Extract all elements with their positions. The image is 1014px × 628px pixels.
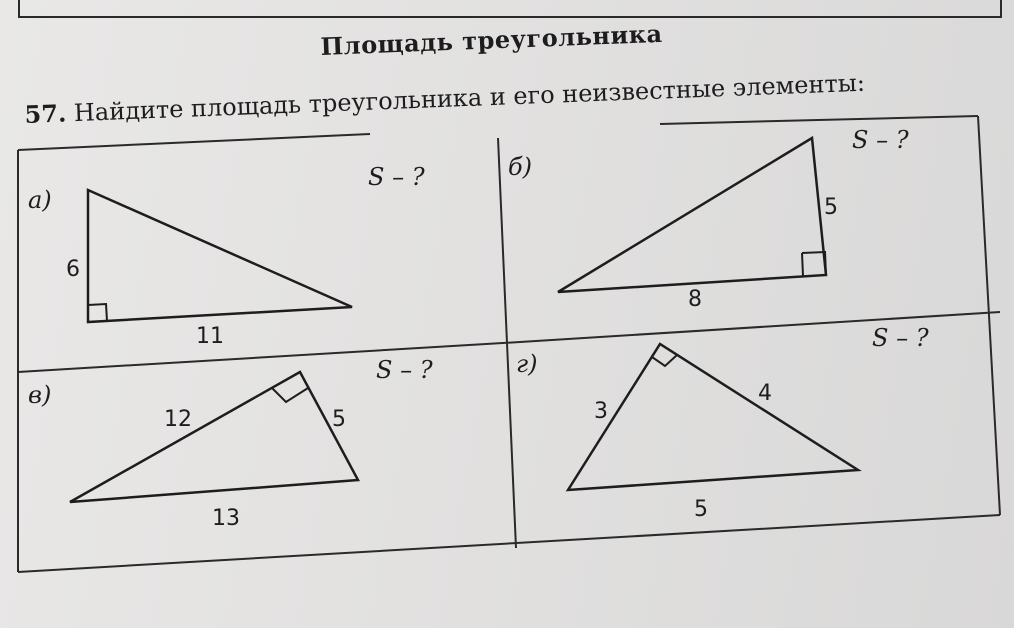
right-angle-mark-v — [272, 388, 308, 402]
problem-a-area-question: S – ? — [368, 163, 425, 191]
problem-v-area-question: S – ? — [376, 356, 433, 384]
triangle-a-base-label: 11 — [196, 324, 224, 349]
problem-v-tag: в) — [28, 381, 52, 409]
table-right-border — [978, 116, 1000, 515]
triangle-g — [568, 344, 858, 490]
triangle-v-short-leg-label: 5 — [332, 407, 346, 432]
right-angle-mark-a — [88, 304, 107, 321]
triangle-v-hypotenuse-label: 13 — [212, 506, 240, 531]
problem-v — [28, 356, 433, 531]
problem-b-tag: б) — [508, 153, 533, 181]
problem-g-area-question: S – ? — [872, 324, 929, 352]
table-row-divider-left — [18, 342, 520, 372]
problem-g — [516, 324, 929, 522]
triangle-a-leg-label: 6 — [66, 257, 80, 282]
task-number: 57. — [24, 98, 67, 129]
triangle-g-left-leg-label: 3 — [594, 399, 608, 424]
problem-b — [508, 126, 909, 312]
problem-a — [28, 163, 425, 349]
section-title: Площадь треугольника — [320, 18, 664, 61]
triangle-v-leg-label: 12 — [164, 407, 192, 432]
problem-a-tag: а) — [28, 186, 52, 214]
triangle-b-base-label: 8 — [688, 287, 702, 312]
problem-g-tag: г) — [516, 350, 538, 378]
right-angle-mark-b-side — [802, 253, 803, 276]
problem-b-area-question: S – ? — [852, 126, 909, 154]
right-angle-mark-b-top — [802, 252, 826, 275]
table-bottom-border — [18, 515, 1000, 572]
triangle-a — [88, 190, 352, 322]
triangle-v — [70, 372, 358, 502]
triangle-b-leg-label: 5 — [824, 195, 838, 220]
table-grid — [18, 116, 1000, 572]
triangle-b — [558, 138, 826, 292]
task-text: Найдите площадь треугольника и его неизвестные элементы: — [73, 68, 866, 128]
table-top-border-left — [18, 134, 370, 150]
triangle-g-hypotenuse-label: 5 — [694, 497, 708, 522]
table-top-border-right — [660, 116, 978, 124]
right-angle-mark-g — [652, 355, 677, 366]
triangle-g-right-leg-label: 4 — [758, 381, 772, 406]
